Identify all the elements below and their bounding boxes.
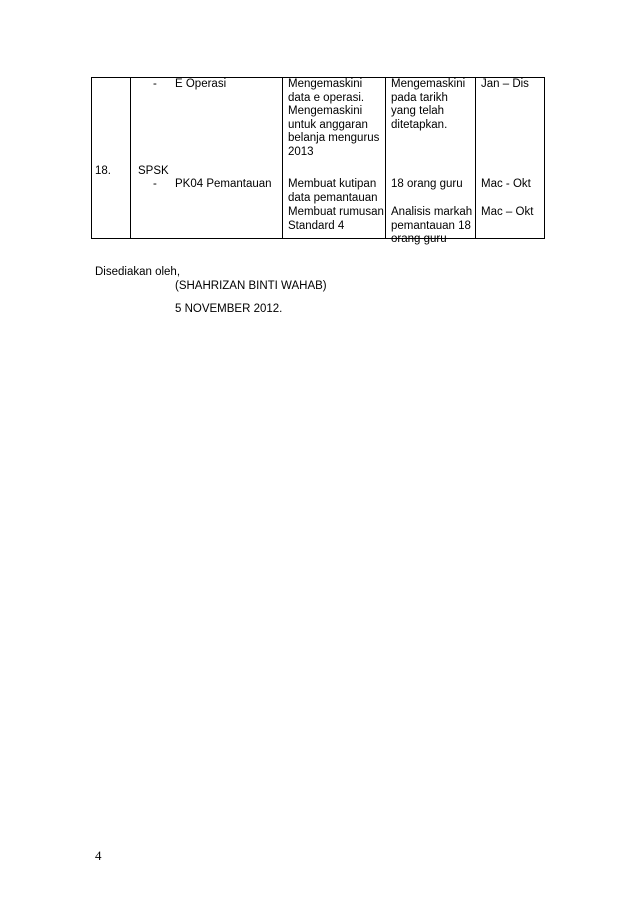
table-border-right <box>544 77 545 239</box>
table-divider <box>475 77 476 239</box>
period-cell: Mac – Okt <box>481 206 534 218</box>
period-cell: Jan – Dis <box>481 78 529 90</box>
row-number: 18. <box>95 165 111 177</box>
table-bottom-border <box>91 238 545 239</box>
section-label: SPSK <box>138 165 169 177</box>
table-divider <box>130 77 131 239</box>
item-label: PK04 Pemantauan <box>175 178 272 190</box>
table-border-left <box>91 77 92 239</box>
period-cell: Mac - Okt <box>481 178 531 190</box>
prepared-date: 5 NOVEMBER 2012. <box>175 303 283 315</box>
activity-cell: Membuat rumusan Standard 4 <box>288 206 384 232</box>
activity-cell: Mengemaskini data e operasi. Mengemaskini untuk anggaran belanja mengurus 2013 <box>288 78 380 158</box>
table-divider <box>385 77 386 239</box>
preparer-name: (SHAHRIZAN BINTI WAHAB) <box>175 280 327 292</box>
output-cell: 18 orang guru <box>391 178 463 190</box>
output-cell: Analisis markah pemantauan 18 orang guru <box>391 206 473 245</box>
output-cell: Mengemaskini pada tarikh yang telah ditetapkan. <box>391 78 466 131</box>
activity-cell: Membuat kutipan data pemantauan <box>288 178 378 204</box>
prepared-by-label: Disediakan oleh, <box>95 266 181 278</box>
bullet-dash: - <box>153 78 157 90</box>
bullet-dash: - <box>153 178 157 190</box>
page-number: 4 <box>95 848 102 863</box>
item-label: E Operasi <box>175 78 227 90</box>
table-divider <box>282 77 283 239</box>
